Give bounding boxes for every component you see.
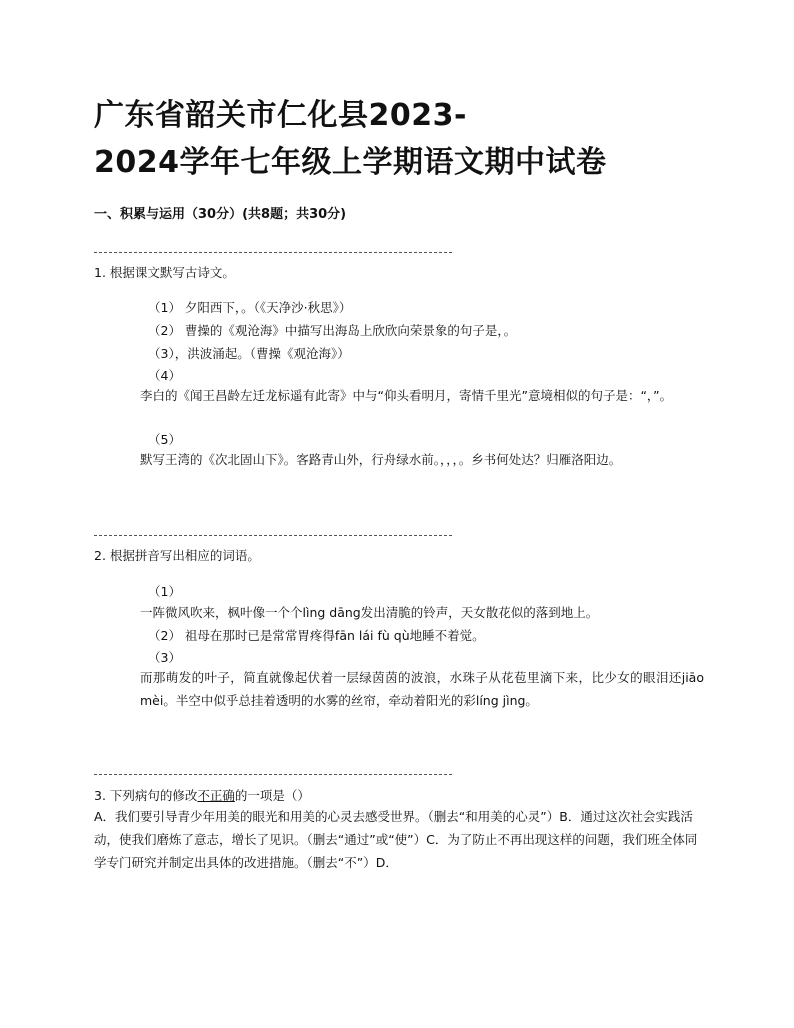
q3-stem-emphasis: 不正确 xyxy=(197,788,235,803)
q1-item-4-text: 李白的《闻王昌龄左迁龙标遥有此寄》中与“仰头看明月，寄情千里光”意境相似的句子是：“，”。 xyxy=(140,388,673,403)
q1-item-2: （2） 曹操的《观沧海》中描写出海岛上欣欣向荣景象的句子是，。 xyxy=(148,323,517,338)
q1-item-4-number: （4） xyxy=(148,368,181,383)
q2-item-1-number: （1） xyxy=(148,584,181,599)
q3-stem-start: 3. 下列病句的修改 xyxy=(94,788,198,803)
q2-item-3-number: （3） xyxy=(148,650,181,665)
separator-q3 xyxy=(94,774,452,775)
title-line-1: 广东省韶关市仁化县2023- xyxy=(94,98,467,133)
separator-q1 xyxy=(94,252,452,253)
q1-item-5-number: （5） xyxy=(148,432,181,447)
q2-item-1-text: 一阵微风吹来，枫叶像一个个lìng dāng发出清脆的铃声，天女散花似的落到地上。 xyxy=(140,605,599,620)
q1-item-1: （1） 夕阳西下，。（《天净沙·秋思》） xyxy=(148,300,352,315)
exam-title xyxy=(94,92,734,186)
q3-stem xyxy=(94,786,310,804)
separator-q2 xyxy=(94,535,452,536)
q3-options: A．我们要引导青少年用美的眼光和用美的心灵去感受世界。（删去“和用美的心灵”）B．通过这次社会实践活动，使我们磨炼了意志，增长了见识。（删去“通过”或“使”）C．为了防止不再出现这样的问题，我们班全体同学专门研究并制定出具体的改进措施。（删去“不”）D． xyxy=(94,809,698,870)
q2-item-3-text: 而那萌发的叶子，简直就像起伏着一层绿茵茵的波浪，水珠子从花苞里滴下来，比少女的眼泪还jiāo mèi。半空中似乎总挂着透明的水雾的丝帘，牵动着阳光的彩líng jìng。 xyxy=(140,670,704,708)
q2-stem: 2. 根据拼音写出相应的词语。 xyxy=(94,548,260,563)
q1-item-3: （3），洪波涌起。（曹操《观沧海》） xyxy=(148,346,350,361)
section-heading: 一、积累与运用（30分）(共8题；共30分) xyxy=(94,207,347,222)
q1-stem: 1. 根据课文默写古诗文。 xyxy=(94,265,235,280)
q3-stem-end: 的一项是（） xyxy=(234,788,310,803)
q2-item-2: （2） 祖母在那时已是常常胃疼得fān lái fù qù地睡不着觉。 xyxy=(148,628,485,643)
q1-item-5-text: 默写王湾的《次北固山下》。客路青山外，行舟绿水前。，，，。乡书何处达？归雁洛阳边。 xyxy=(140,452,622,467)
title-line-2: 2024学年七年级上学期语文期中试卷 xyxy=(94,145,607,180)
